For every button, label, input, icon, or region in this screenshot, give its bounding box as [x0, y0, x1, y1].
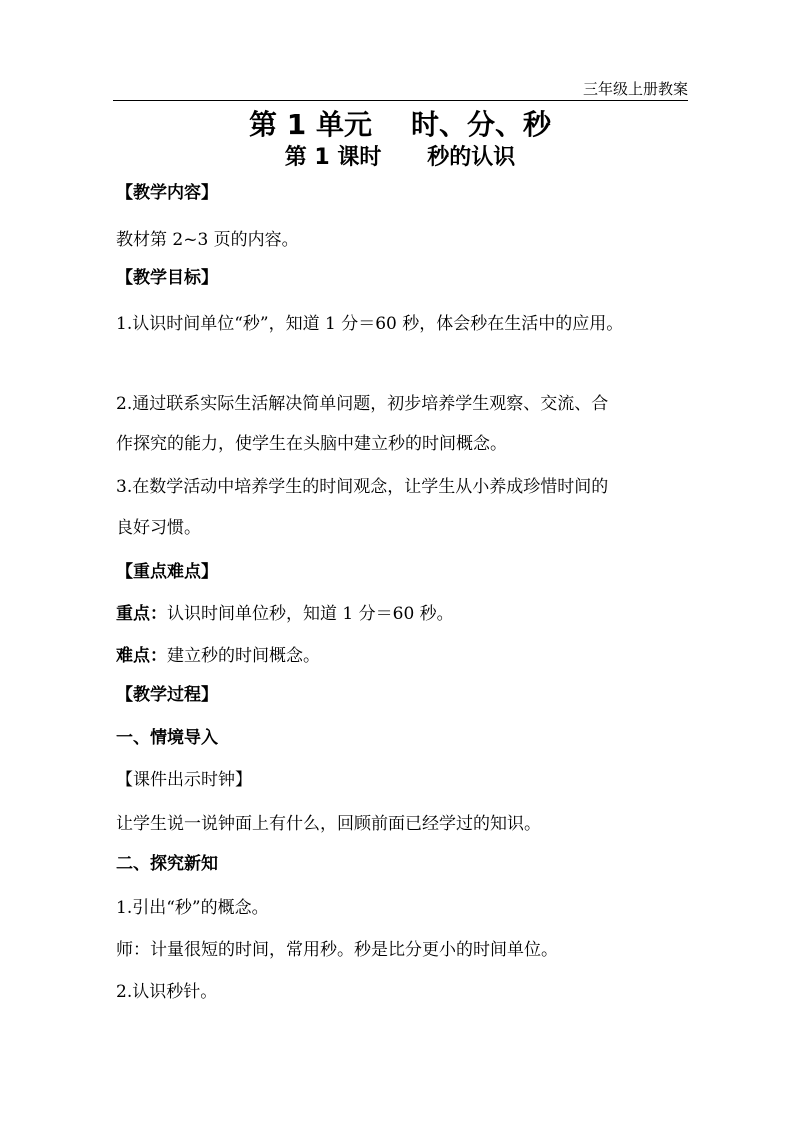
explore-teacher-line: 师：计量很短的时间，常用秒。秒是比分更小的时间单位。 — [116, 940, 558, 960]
goal-item-1: 1.认识时间单位“秒”，知道 1 分＝60 秒，体会秒在生活中的应用。 — [116, 314, 624, 334]
difficulty-label: 难点： — [116, 646, 167, 666]
section-heading-goals: 【教学目标】 — [116, 268, 218, 288]
key-point-label: 重点： — [116, 604, 167, 624]
step-heading-explore: 二、探究新知 — [116, 854, 218, 874]
key-point-line — [116, 602, 454, 626]
key-point-text: 认识时间单位秒，知道 1 分＝60 秒。 — [167, 604, 454, 624]
section-heading-process: 【教学过程】 — [116, 685, 218, 705]
section-heading-key-points: 【重点难点】 — [116, 562, 218, 582]
header-rule — [113, 100, 688, 101]
goal-item-2-line-2: 作探究的能力，使学生在头脑中建立秒的时间概念。 — [116, 434, 507, 454]
goal-item-3-line-2: 良好习惯。 — [116, 518, 201, 538]
header-label: 三年级上册教案 — [582, 80, 688, 98]
section-heading-content: 【教学内容】 — [116, 183, 218, 203]
step-intro-note: 【课件出示时钟】 — [116, 770, 252, 790]
lesson-title: 第 1 课时 秒的认识 — [284, 145, 516, 170]
difficulty-text: 建立秒的时间概念。 — [167, 646, 320, 666]
explore-item-1: 1.引出“秒”的概念。 — [116, 898, 269, 918]
unit-title: 第 1 单元 时、分、秒 — [249, 108, 551, 141]
explore-item-2: 2.认识秒针。 — [116, 982, 218, 1002]
content-text: 教材第 2~3 页的内容。 — [116, 230, 299, 250]
difficulty-line — [116, 644, 320, 668]
step-heading-intro: 一、情境导入 — [116, 728, 218, 748]
step-intro-text: 让学生说一说钟面上有什么，回顾前面已经学过的知识。 — [116, 814, 541, 834]
goal-item-2-line-1: 2.通过联系实际生活解决简单问题，初步培养学生观察、交流、合 — [116, 394, 609, 414]
goal-item-3-line-1: 3.在数学活动中培养学生的时间观念，让学生从小养成珍惜时间的 — [116, 477, 609, 497]
